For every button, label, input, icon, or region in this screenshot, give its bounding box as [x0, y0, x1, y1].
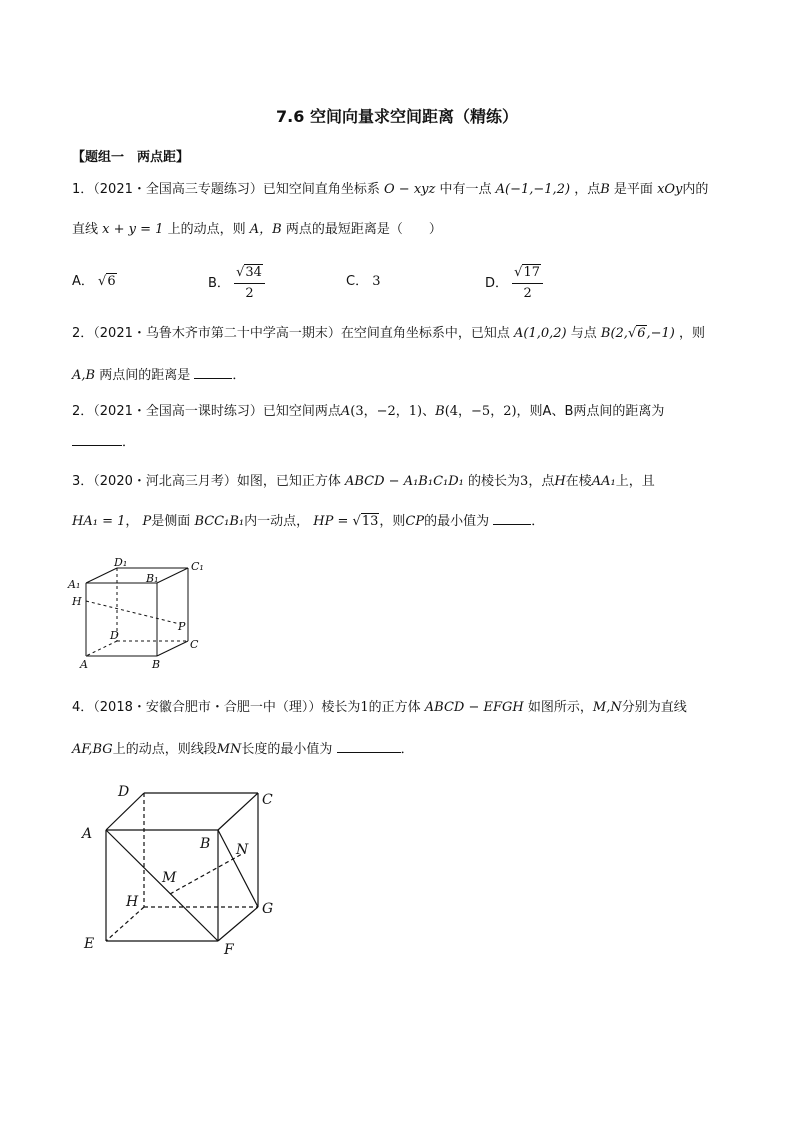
answer-blank[interactable]	[337, 740, 401, 753]
q4-line2: AF,BG上的动点，则线段MN长度的最小值为 ．	[72, 742, 414, 757]
label-h: H	[126, 894, 139, 910]
q2a-line1: 2．（2021・乌鲁木齐市第二十中学高一期末）在空间直角坐标系中，已知点 A(1,0,2) 与点 B(2,√6,−1) ，则	[72, 326, 706, 341]
label-n: N	[236, 842, 249, 858]
label-a: A	[82, 826, 93, 842]
label-c: C	[262, 792, 273, 808]
label-e: E	[84, 936, 95, 952]
answer-blank[interactable]	[194, 366, 232, 379]
q1-line1: 1．（2021・全国高三专题练习）已知空间直角坐标系 O − xyz 中有一点 A(−1,−1,2) ，点B 是平面 xOy内的	[72, 182, 709, 197]
cube-figure-q3	[60, 556, 220, 676]
q3-line2: HA₁ = 1， P是侧面 BCC₁B₁内一动点， HP = √13，则CP的最小值为 ．	[72, 514, 545, 529]
label-d1: D₁	[114, 556, 128, 569]
label-c1: C₁	[191, 560, 204, 573]
label-m: M	[162, 870, 177, 886]
q1-option-b: B． $\frac{√34}{2}$	[208, 263, 265, 304]
label-a: A	[80, 658, 88, 671]
answer-blank[interactable]	[72, 433, 122, 446]
label-d: D	[118, 784, 130, 800]
cube-figure-q4	[70, 776, 290, 966]
q2b-line2: ．	[72, 433, 135, 453]
label-f: F	[224, 942, 234, 958]
label-b: B	[200, 836, 211, 852]
fraction: $\frac{√17}{2}$	[512, 263, 543, 304]
label-b1: B₁	[146, 572, 159, 585]
sqrt-6: √6	[98, 274, 116, 289]
label-p: P	[178, 620, 186, 633]
page-title: 7.6 空间向量求空间距离（精练）	[276, 107, 518, 126]
label-a1: A₁	[68, 578, 81, 591]
label-h: H	[72, 595, 82, 608]
q2a-line2: A,B 两点间的距离是 ．	[72, 368, 246, 383]
label-c: C	[190, 638, 199, 651]
q3-line1: 3．（2020・河北高三月考）如图，已知正方体 ABCD − A₁B₁C₁D₁ 的棱长为3，点H在棱AA₁上，且	[72, 474, 655, 489]
answer-blank[interactable]	[493, 512, 531, 525]
group-heading: 【题组一 两点距】	[72, 150, 190, 165]
label-g: G	[262, 901, 274, 917]
q1-option-c: C． 3	[346, 274, 381, 289]
label-b: B	[152, 658, 161, 671]
q1-line2: 直线 x + y = 1 上的动点，则 A，B 两点的最短距离是（ ）	[72, 222, 442, 237]
fraction: $\frac{√34}{2}$	[234, 263, 265, 304]
q1-option-a: A． √6	[72, 274, 116, 289]
q1-option-d: D． $\frac{√17}{2}$	[485, 263, 543, 304]
label-d: D	[110, 629, 119, 642]
q4-line1: 4．（2018・安徽合肥市・合肥一中（理））棱长为1的正方体 ABCD − EFGH 如图所示，M,N分别为直线	[72, 700, 687, 715]
q2b-line1: 2．（2021・全国高一课时练习）已知空间两点A(3，−2，1)、B(4，−5，2)，则A、B两点间的距离为	[72, 404, 665, 419]
